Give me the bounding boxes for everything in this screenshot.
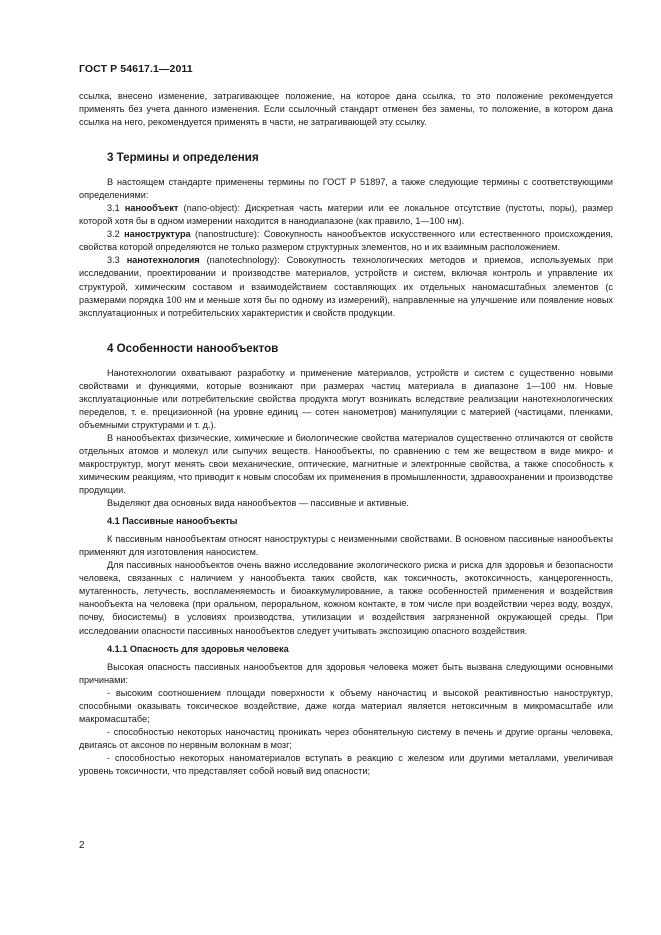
term-definition: (nano-object): Дискретная часть материи или ее локальное отсутствие (пустоты, поры), размер которой хотя бы в одном измерении находится в нанодиапазоне (как правило, 1—100 нм). xyxy=(79,203,613,227)
term-name: нанотехнология xyxy=(126,255,200,266)
list-item: - способностью некоторых наночастиц проникать через обонятельную систему в печень и другие органы человека, двигаясь от аксонов по нервным волокнам в мозг; xyxy=(79,726,613,750)
subsection-4-1-1-lead: Высокая опасность пассивных нанообъектов для здоровья человека может быть вызвана следующими основными причинами: xyxy=(79,661,613,685)
section-4-paragraph: Выделяют два основных вида нанообъектов — пассивные и активные. xyxy=(107,498,409,509)
term-3-1 xyxy=(79,202,613,228)
term-number: 3.2 xyxy=(107,229,125,240)
section-3-title: 3 Термины и определения xyxy=(107,151,259,165)
intro-paragraph: ссылка, внесено изменение, затрагивающее положение, на которое дана ссылка, то это положение рекомендуется применять без учета данного изменения. Если ссылочный стандарт отменен без замены, то положение, в котором дана ссылка на него, рекомендуется применять в части, не затрагивающей эту ссылку. xyxy=(79,91,613,128)
document-header: ГОСТ Р 54617.1—2011 xyxy=(79,63,193,75)
section-4-title: 4 Особенности нанообъектов xyxy=(107,341,279,355)
term-definition: (nanotechnology): Совокупность технологических методов и приемов, используемых при исследовании, проектировании и производстве материалов, устройств и систем, включая контроль и управление их структурой, химическим составом и взаимодействием составляющих их отдельных наномасштабных элементов (с размерами порядка 100 нм и меньше хотя бы по одному из измерений), направленные на улучшение или появление новых эксплуатационных и потребительских характеристик и свойств продукции. xyxy=(79,255,613,318)
term-number: 3.3 xyxy=(107,255,127,266)
subsection-4-1-paragraph: Для пассивных нанообъектов очень важно исследование экологического риска и риска для здоровья и безопасности человека, связанных с наличием у нанообъекта таких свойств, как токсичность, экотоксичность, канцерогенность, мутагенность, летучесть, воспламеняемость и биоаккумулирование, а также особенностей применения и воздействия нанообъекта на человека (при оральном, пероральном, кожном контакте, в том числе при воздействии через воду, воздух, почву, биосистемы) в условиях производства, утилизации и воздействия загрязненной окружающей среды. При исследовании опасности пассивных нанообъектов следует учитывать экспозицию опасного воздействия. xyxy=(79,560,613,636)
subsection-4-1-title: 4.1 Пассивные нанообъекты xyxy=(107,516,238,527)
list-item: - высоким соотношением площади поверхности к объему наночастиц и высокой реактивностью наноструктур, способными оказывать токсическое воздействие, даже когда материал является нетоксичным в микромасштабе или макромасштабе; xyxy=(79,687,613,724)
list-item: - способностью некоторых наноматериалов вступать в реакцию с железом или другими металлами, увеличивая уровень токсичности, что представляет собой новый вид опасности; xyxy=(79,752,613,776)
term-definition: (nanostructure): Совокупность нанообъектов искусственного или естественного происхождения, свойства которой определяются не только размером структурных элементов, но и их взаимным расположением. xyxy=(79,229,613,253)
subsection-4-1-paragraph: К пассивным нанообъектам относят наноструктуры с неизменными свойствами. В основном пассивные нанообъекты применяют для изготовления наносистем. xyxy=(79,534,613,558)
section-3-lead: В настоящем стандарте применены термины по ГОСТ Р 51897, а также следующие термины с соответствующими определениями: xyxy=(79,177,613,201)
section-4-paragraph: В нанообъектах физические, химические и биологические свойства материалов существенно отличаются от свойств отдельных атомов и молекул или сыпучих веществ. Нанообъекты, по сравнению с тем же веществом в виде микро- и макроструктур, могут менять свои механические, оптические, магнитные и электронные свойства, а также способность к химическим реакциям, что приводит к новым способам их применения в промышленности, здравоохранении и производстве продукции. xyxy=(79,432,613,496)
term-name: нанообъект xyxy=(124,203,179,214)
term-3-2 xyxy=(79,228,613,254)
page-number: 2 xyxy=(79,840,85,851)
term-number: 3.1 xyxy=(107,203,125,214)
term-3-3 xyxy=(79,254,613,319)
subsection-4-1-1-title: 4.1.1 Опасность для здоровья человека xyxy=(107,643,289,654)
term-name: наноструктура xyxy=(124,229,191,240)
section-4-paragraph: Нанотехнологии охватывают разработку и применение материалов, устройств и систем с существенно новыми свойствами и функциями, которые возникают при размерах частиц материала в диапазоне 1—100 нм. Новые эксплуатационные или потребительские свойства продукта могут возникать вследствие реализации нанотехнологических переделов, т. е. прецизионной (на уровне единиц — сотен нанометров) манипуляции с материей (частицами, пленками, объемными структурами и т. д.). xyxy=(79,367,613,430)
document-body xyxy=(79,90,613,778)
